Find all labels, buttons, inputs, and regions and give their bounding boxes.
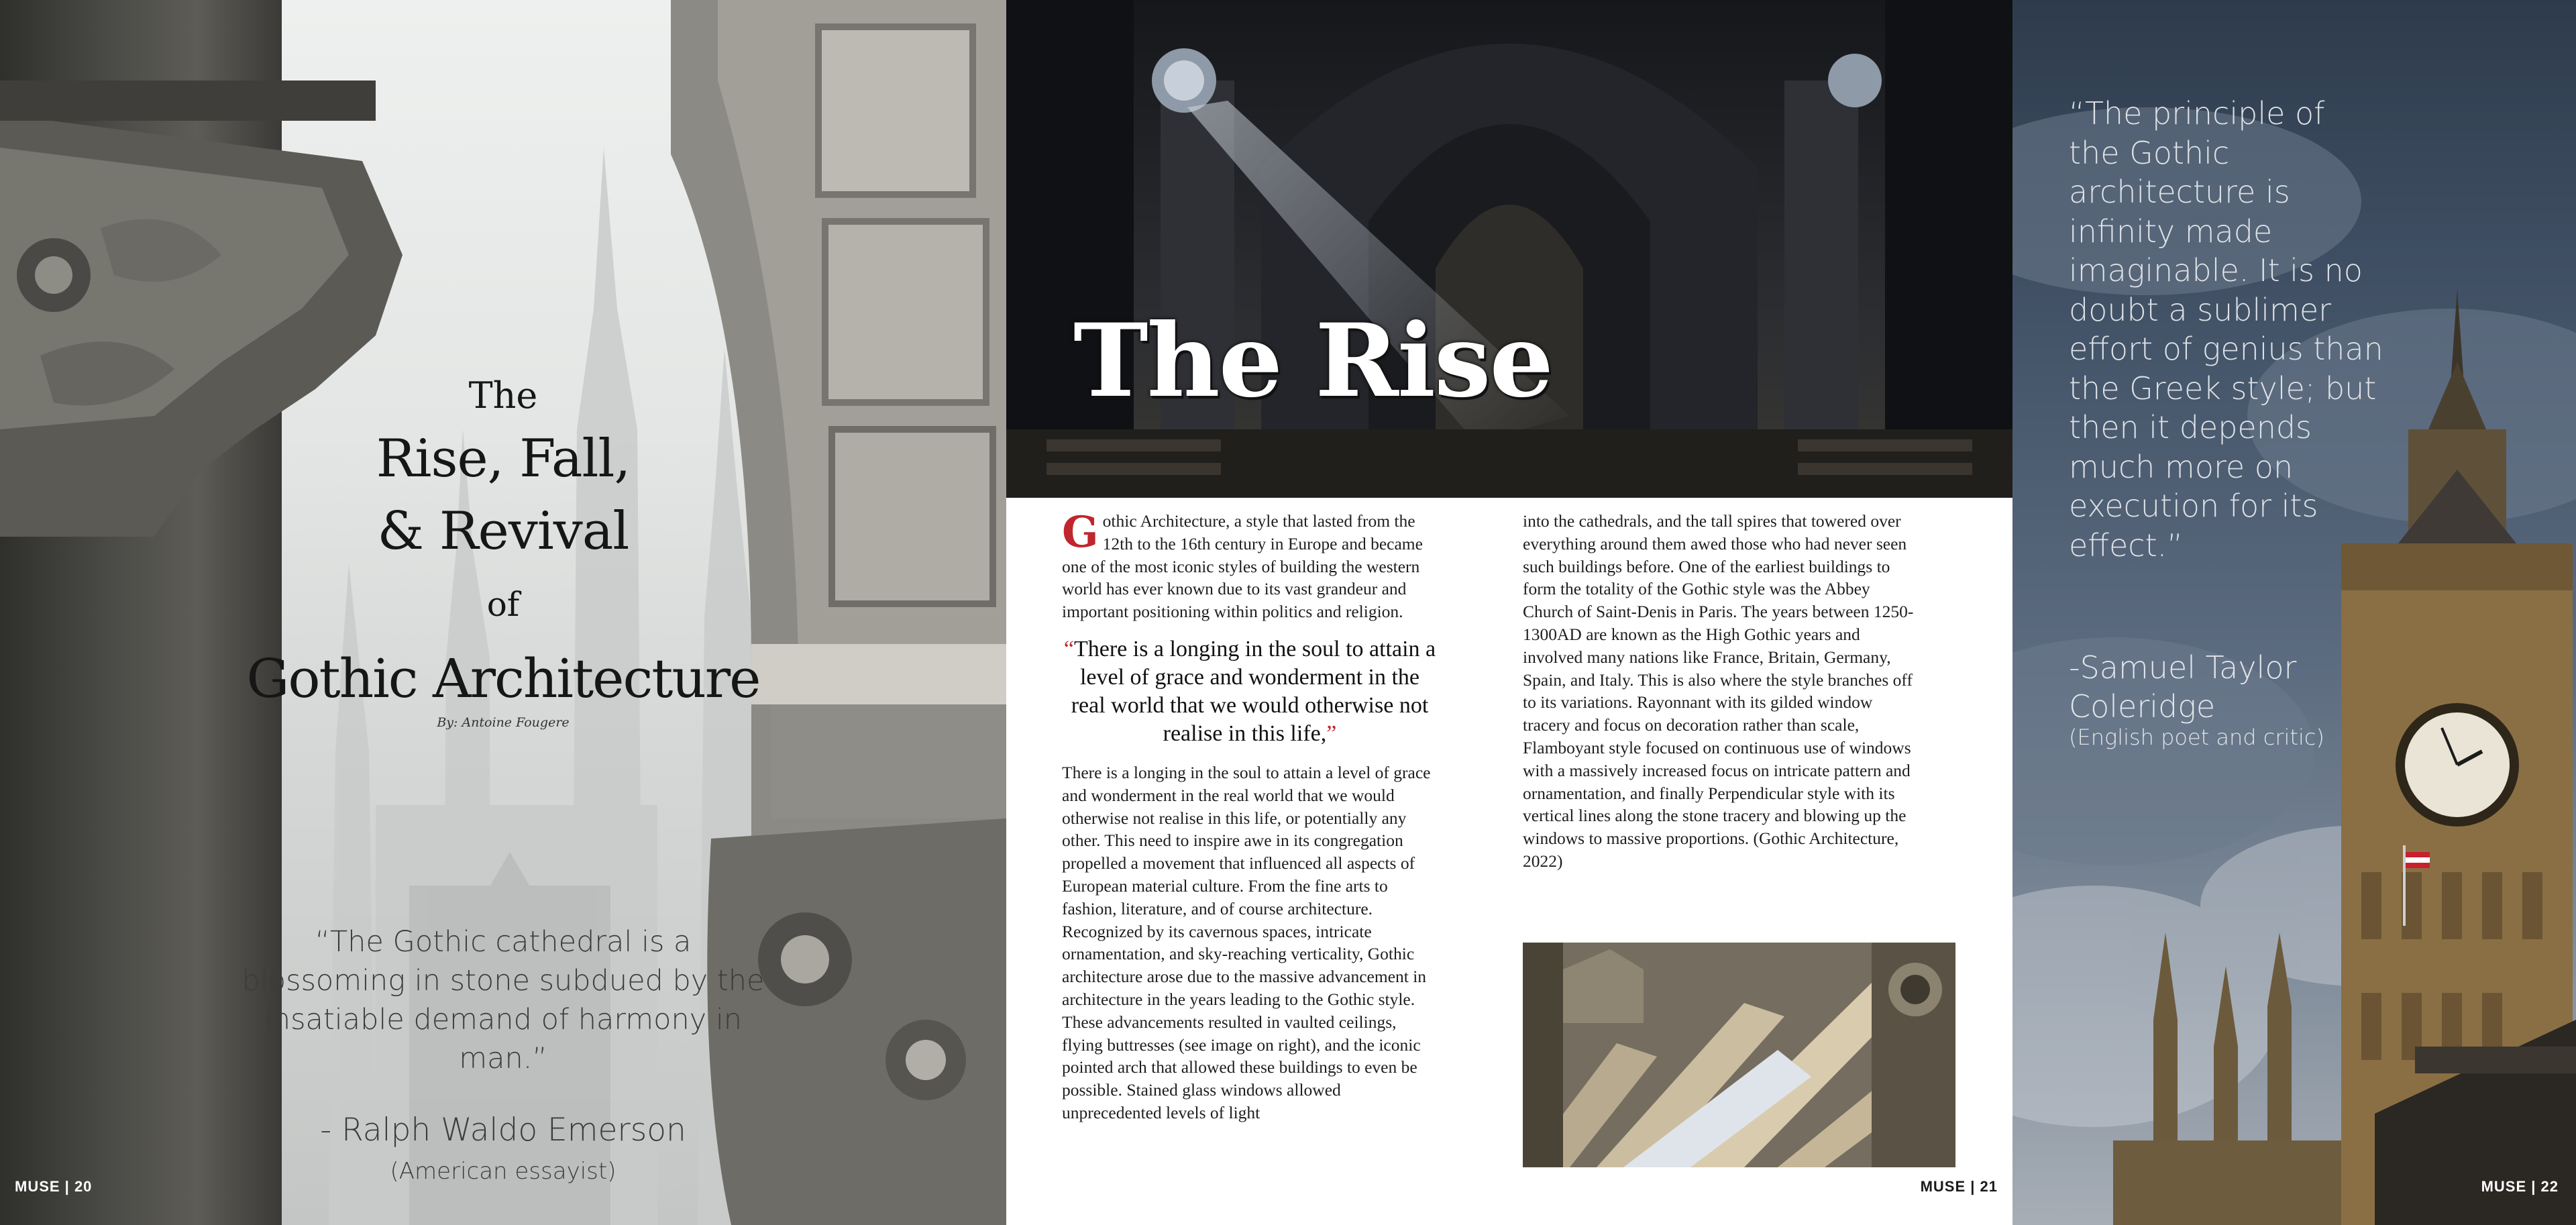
page-22 — [2012, 0, 2576, 1225]
folio-page-22: MUSE | 22 — [2481, 1178, 2559, 1195]
section-title-the-rise: The Rise — [1073, 302, 1552, 420]
article-title-block — [221, 369, 785, 730]
pull-quote — [1062, 635, 1438, 748]
pull-quote-open-mark: “ — [1063, 636, 1074, 661]
pull-quote-text: There is a longing in the soul to attain a level of grace and wonderment in the real world that we would otherwise not realise in this life, — [1071, 636, 1436, 746]
emerson-quote-block — [241, 922, 765, 1185]
emerson-quote: “The Gothic cathedral is a blossoming in stone subdued by the insatiable demand of harmony in man.” — [241, 925, 765, 1075]
emerson-author: - Ralph Waldo Emerson — [320, 1112, 686, 1149]
flying-buttress-image — [1523, 943, 1955, 1167]
coleridge-role: (English poet and critic) — [2069, 725, 2324, 750]
folio-page-20: MUSE | 20 — [15, 1178, 93, 1195]
coleridge-author: -Samuel Taylor Coleridge — [2069, 649, 2297, 725]
article-column-1 — [1062, 507, 1438, 1124]
intro-paragraph: othic Architecture, a style that lasted from the 12th to the 16th century in Europe and became one of the most iconic styles of building the western world has ever known due to its vast grandeur and important positioning within politics and religion. — [1062, 511, 1423, 622]
emerson-role: (American essayist) — [390, 1158, 616, 1185]
title-rise-fall: Rise, Fall, — [376, 429, 631, 489]
byline: By: Antoine Fougere — [437, 715, 570, 730]
coleridge-quote: “The principle of the Gothic architecture is infinity made imaginable. It is no doubt a sublimer effort of genius than the Greek style; but then it depends much more on execution for its effect.” — [2069, 95, 2383, 564]
pull-quote-close-mark: ” — [1326, 721, 1337, 746]
cathedral-nave-image — [1006, 0, 2012, 498]
title-revival: & Revival — [377, 501, 629, 562]
body-paragraph-1: There is a longing in the soul to attain a level of grace and wonderment in the real world that we would otherwise not realise in this life, or potentially any other. This need to inspire awe in its congregation propelled a movement that influenced all aspects of European material culture. From the fine arts to fashion, literature, and of course architecture. Recognized by its cavernous spaces, intricate ornamentation, and sky-reaching verticality, Gothic architecture arose due to the massive advancement in architecture in the years leading to the Gothic style. These advancements resulted in vaulted ceilings, flying buttresses (see image on right), and the iconic pointed arch that allowed these buildings to even be possible. Stained glass windows allowed unprecedented levels of light — [1062, 762, 1431, 1122]
page-20 — [0, 0, 1006, 1225]
page-21 — [1006, 0, 2012, 1225]
body-paragraph-2: into the cathedrals, and the tall spires that towered over everything around them awed those who had never seen such buildings before. One of the earliest buildings to form the totality of the Gothic style was the Abbey Church of Saint-Denis in Paris. The years between 1250-1300AD are known as the High Gothic years and involved many nations like France, Britain, Germany, Spain, and Italy. This is also where the style branches off to its variations. Rayonnant with its gilded window tracery and focus on decoration rather than scale, Flamboyant style focused on continuous use of windows with a massively increased focus on intricate pattern and ornamentation, and finally Perpendicular style with its vertical lines along the stone tracery and blowing up the windows to massive proportions. (Gothic Architecture, 2022) — [1523, 511, 1914, 871]
title-the: The — [468, 374, 538, 417]
title-gothic-architecture: Gothic Architecture — [246, 647, 760, 710]
article-column-2 — [1523, 510, 1919, 873]
title-of: of — [486, 585, 520, 624]
folio-page-21: MUSE | 21 — [1920, 1178, 1998, 1195]
drop-cap: G — [1062, 507, 1099, 557]
